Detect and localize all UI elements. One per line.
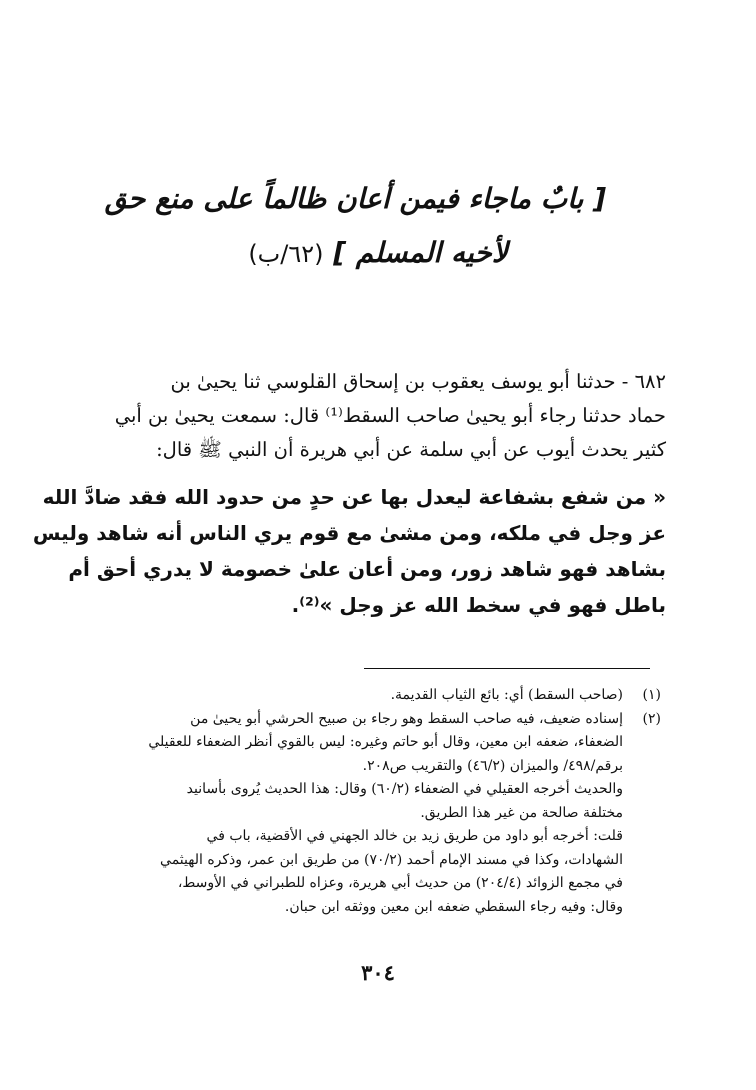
footnote-number: (٢) <box>642 710 661 727</box>
chapter-title-line-2 <box>150 226 606 281</box>
isnad-line: كثير يحدث أيوب عن أبي سلمة عن أبي هريرة أن النبي ﷺ قال: <box>156 438 666 461</box>
footnote-line: الشهادات، وكذا في مسند الإمام أحمد (٧٠/٢) من طريق ابن عمر، وذكره الهيثمي <box>160 851 623 868</box>
footnotes <box>100 684 661 919</box>
footnote-number: (١) <box>642 687 661 703</box>
isnad-line: ٦٨٢ - حدثنا أبو يوسف يعقوب بن إسحاق القلوسي ثنا يحيىٰ بن <box>170 370 666 393</box>
matn-line: باطل فهو في سخط الله عز وجل »⁽²⁾. <box>291 593 666 617</box>
footnote-divider <box>364 668 650 669</box>
footnote-line: وقال: وفيه رجاء السقطي ضعفه ابن معين ووثقه ابن حبان. <box>284 898 623 915</box>
chapter-title-line-1: [ بابٌ ماجاء فيمن أعان ظالماً على منع حق <box>104 182 606 215</box>
footnote-line: مختلفة صالحة من غير هذا الطريق. <box>420 804 623 821</box>
footnote-1 <box>100 684 661 708</box>
matn-line: بشاهد فهو شاهد زور، ومن أعان علىٰ خصومة لا يدري أحق أم <box>68 557 666 581</box>
matn-line: عز وجل في ملكه، ومن مشىٰ مع قوم يري الناس أنه شاهد وليس <box>32 521 666 545</box>
footnote-text <box>100 708 623 920</box>
matn-line: « من شفع بشفاعة ليعدل بها عن حدٍ من حدود الله فقد ضادَّ الله <box>42 485 666 509</box>
footnote-text <box>100 684 623 708</box>
page-number: ٣٠٤ <box>361 960 395 985</box>
isnad-line: حماد حدثنا رجاء أبو يحيىٰ صاحب السقط⁽¹⁾ قال: سمعت يحيىٰ بن أبي <box>114 404 666 427</box>
hadith-isnad <box>98 365 666 467</box>
footnote-2 <box>100 708 661 920</box>
footnote-line: في مجمع الزوائد (٢٠٤/٤) من حديث أبي هريرة، وعزاه للطبراني في الأوسط، <box>177 875 623 891</box>
footnote-line: برقم/٤٩٨/ والميزان (٤٦/٢) والتقريب ص٢٠٨. <box>362 757 623 774</box>
footnote-line: إسناده ضعيف، فيه صاحب السقط وهو رجاء بن صبيح الحرشي أبو يحيىٰ من <box>190 710 623 727</box>
footnote-line: والحديث أخرجه العقيلي في الضعفاء (٦٠/٢) وقال: هذا الحديث يُروى بأسانيد <box>186 781 623 797</box>
footnote-line: الضعفاء، ضعفه ابن معين، وقال أبو حاتم وغيره: ليس بالقوي أنظر الضعفاء للعقيلي <box>148 734 623 750</box>
chapter-folio-ref: (٦٢/ب) <box>248 240 324 268</box>
chapter-title-line-2-text: لأخيه المسلم ] <box>333 236 508 269</box>
footnote-line: (صاحب السقط) أي: بائع الثياب القديمة. <box>390 687 623 703</box>
footnote-line: قلت: أخرجه أبو داود من طريق زيد بن خالد الجهني في الأقضية، باب في <box>206 828 623 844</box>
hadith-matn <box>32 479 666 623</box>
chapter-title <box>104 172 606 281</box>
